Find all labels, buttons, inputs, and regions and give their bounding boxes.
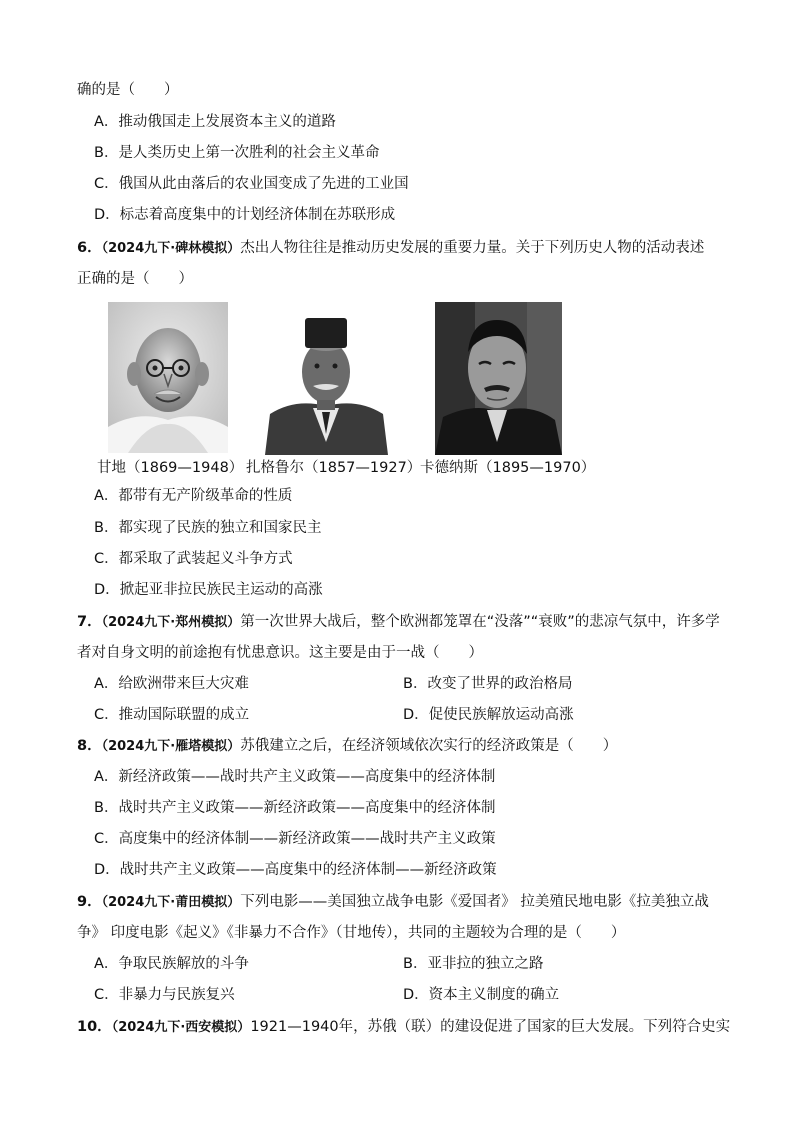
zaghloul-portrait (265, 302, 388, 455)
q10-stem-line1 (77, 1017, 730, 1038)
q8-source: （2024九下·雁塔模拟） (101, 739, 241, 754)
q6-source: （2024九下·碑林模拟） (101, 241, 241, 256)
q5-option-a[interactable]: A．推动俄国走上发展资本主义的道路 (94, 114, 336, 130)
q9-option-b[interactable]: B．亚非拉的独立之路 (403, 956, 544, 972)
q9-source: （2024九下·莆田模拟） (101, 895, 241, 910)
q6-stem-text: 杰出人物往往是推动历史发展的重要力量。关于下列历史人物的活动表述 (240, 240, 705, 256)
q7-option-a[interactable]: A．给欧洲带来巨大灾难 (94, 676, 249, 692)
q8-stem-line1 (77, 736, 617, 757)
q6-stem-line2: 正确的是（ ） (77, 271, 193, 287)
q8-option-a[interactable]: A．新经济政策——战时共产主义政策——高度集中的经济体制 (94, 769, 496, 785)
gandhi-caption: 甘地（1869—1948） (97, 460, 244, 476)
q9-number: 9． (77, 894, 102, 910)
q8-option-d[interactable]: D．战时共产主义政策——高度集中的经济体制——新经济政策 (94, 862, 497, 878)
q7-option-c[interactable]: C．推动国际联盟的成立 (94, 707, 250, 723)
q10-stem-text: 1921—1940年，苏俄（联）的建设促进了国家的巨大发展。下列符合史实 (250, 1019, 731, 1035)
q7-option-d[interactable]: D．促使民族解放运动高涨 (403, 707, 574, 723)
q8-option-b[interactable]: B．战时共产主义政策——新经济政策——高度集中的经济体制 (94, 800, 496, 816)
q6-option-d[interactable]: D．掀起亚非拉民族民主运动的高涨 (94, 582, 323, 598)
q6-number: 6． (77, 240, 102, 256)
q7-source: （2024九下·郑州模拟） (101, 615, 241, 630)
q6-option-b[interactable]: B．都实现了民族的独立和国家民主 (94, 520, 322, 536)
q7-stem-text: 第一次世界大战后，整个欧洲都笼罩在“没落”“衰败”的悲凉气氛中，许多学 (240, 614, 720, 630)
q9-option-d[interactable]: D．资本主义制度的确立 (403, 987, 560, 1003)
q6-stem-line1 (77, 238, 704, 259)
q7-stem-line1 (77, 612, 720, 633)
q9-option-c[interactable]: C．非暴力与民族复兴 (94, 987, 235, 1003)
q7-option-b[interactable]: B．改变了世界的政治格局 (403, 676, 573, 692)
q5-stem-end: 确的是（ ） (77, 82, 179, 98)
q10-number: 10． (77, 1019, 112, 1035)
q9-stem-line1 (77, 892, 709, 913)
q8-stem-text: 苏俄建立之后，在经济领域依次实行的经济政策是（ ） (240, 738, 618, 754)
q5-option-b[interactable]: B．是人类历史上第一次胜利的社会主义革命 (94, 145, 380, 161)
q8-option-c[interactable]: C．高度集中的经济体制——新经济政策——战时共产主义政策 (94, 831, 496, 847)
gandhi-portrait (108, 302, 228, 453)
q8-number: 8． (77, 738, 102, 754)
q6-option-a[interactable]: A．都带有无产阶级革命的性质 (94, 488, 293, 504)
cardenas-portrait (435, 302, 562, 455)
q9-stem-text: 下列电影——美国独立战争电影《爱国者》 拉美殖民地电影《拉美独立战 (240, 894, 709, 910)
q5-option-d[interactable]: D．标志着高度集中的计划经济体制在苏联形成 (94, 207, 396, 223)
q5-option-c[interactable]: C．俄国从此由落后的农业国变成了先进的工业国 (94, 176, 409, 192)
q9-option-a[interactable]: A．争取民族解放的斗争 (94, 956, 249, 972)
q6-option-c[interactable]: C．都采取了武装起义斗争方式 (94, 551, 293, 567)
q9-stem-line2: 争》 印度电影《起义》《非暴力不合作》（甘地传），共同的主题较为合理的是（ ） (77, 925, 626, 941)
cardenas-caption: 卡德纳斯（1895—1970） (420, 460, 596, 476)
q7-number: 7． (77, 614, 102, 630)
q7-stem-line2: 者对自身文明的前途抱有忧患意识。这主要是由于一战（ ） (77, 645, 483, 661)
zaghloul-caption: 扎格鲁尔（1857—1927） (246, 460, 422, 476)
q10-source: （2024九下·西安模拟） (111, 1020, 251, 1035)
